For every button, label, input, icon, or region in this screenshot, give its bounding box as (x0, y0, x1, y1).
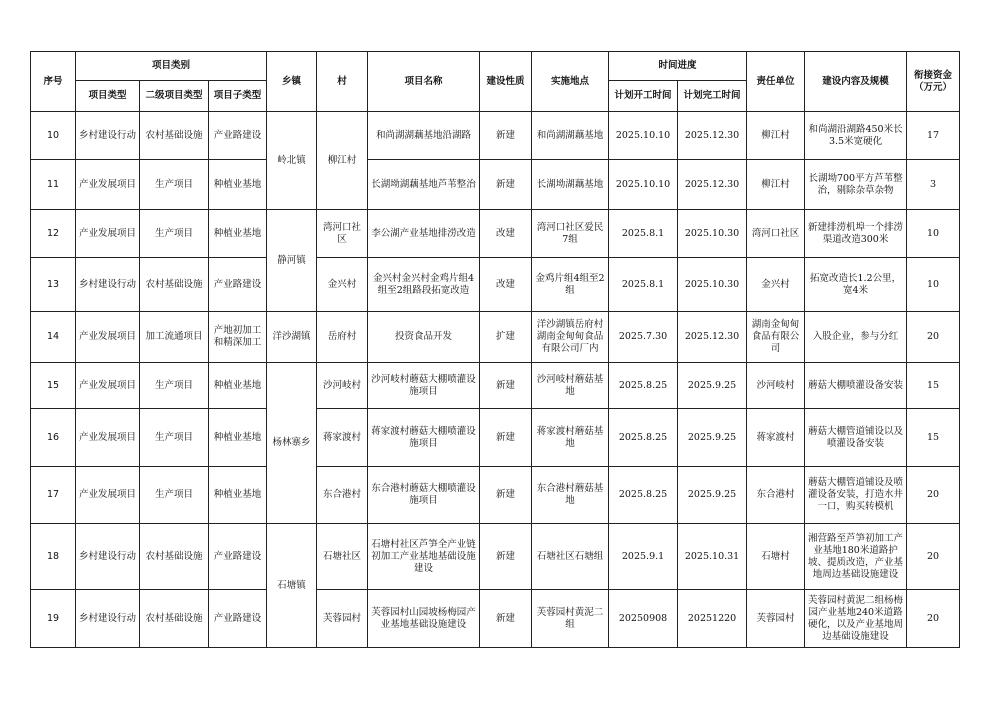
cell-village: 东合港村 (317, 467, 368, 524)
table-row (31, 312, 960, 363)
header-name: 项目名称 (368, 52, 480, 112)
cell-nature: 改建 (480, 210, 532, 258)
table-row (31, 590, 960, 648)
table-row (31, 258, 960, 312)
cell-scope: 蘑菇大棚喷灌设备安装 (805, 363, 907, 409)
cell-level2: 生产项目 (140, 409, 209, 467)
project-table (30, 51, 960, 648)
header-type: 项目类型 (76, 81, 140, 112)
cell-seq: 14 (31, 312, 76, 363)
cell-end: 2025.12.30 (678, 160, 747, 210)
header-schedule: 时间进度 (609, 52, 747, 81)
cell-level2: 生产项目 (140, 160, 209, 210)
cell-end: 2025.9.25 (678, 363, 747, 409)
cell-nature: 新建 (480, 160, 532, 210)
cell-location: 蒋家渡村蘑菇基地 (532, 409, 609, 467)
cell-type: 乡村建设行动 (76, 590, 140, 648)
cell-name: 长湖坳湖藕基地芦苇整治 (368, 160, 480, 210)
cell-level2: 农村基础设施 (140, 112, 209, 160)
cell-scope: 和尚湖沿湖路450米长3.5米宽硬化 (805, 112, 907, 160)
cell-name: 李公湖产业基地排涝改造 (368, 210, 480, 258)
cell-town: 洋沙湖镇 (267, 312, 317, 363)
cell-unit: 柳江村 (747, 112, 805, 160)
cell-start: 2025.8.1 (609, 210, 678, 258)
cell-location: 石塘社区石塘组 (532, 524, 609, 590)
cell-level2: 农村基础设施 (140, 258, 209, 312)
cell-location: 芙蓉园村黄泥二组 (532, 590, 609, 648)
cell-unit: 湖南金甸甸食品有限公司 (747, 312, 805, 363)
cell-village: 柳江村 (317, 112, 368, 210)
cell-end: 20251220 (678, 590, 747, 648)
cell-name: 和尚湖湖藕基地沿湖路 (368, 112, 480, 160)
cell-sub: 种植业基地 (209, 363, 267, 409)
header-village: 村 (317, 52, 368, 112)
cell-type: 乡村建设行动 (76, 524, 140, 590)
table-row (31, 467, 960, 524)
cell-nature: 新建 (480, 112, 532, 160)
cell-name: 东合港村蘑菇大棚喷灌设施项目 (368, 467, 480, 524)
cell-seq: 13 (31, 258, 76, 312)
cell-unit: 石塘村 (747, 524, 805, 590)
cell-unit: 芙蓉园村 (747, 590, 805, 648)
header-nature: 建设性质 (480, 52, 532, 112)
cell-start: 2025.8.25 (609, 363, 678, 409)
cell-location: 长湖坳湖藕基地 (532, 160, 609, 210)
cell-end: 2025.10.30 (678, 210, 747, 258)
table-row (31, 409, 960, 467)
cell-seq: 12 (31, 210, 76, 258)
cell-sub: 种植业基地 (209, 467, 267, 524)
cell-scope: 湘营路至芦笋初加工产业基地180米道路护坡、提质改造，产业基地周边基础设施建设 (805, 524, 907, 590)
cell-type: 产业发展项目 (76, 312, 140, 363)
cell-type: 产业发展项目 (76, 210, 140, 258)
cell-village: 金兴村 (317, 258, 368, 312)
cell-sub: 产业路建设 (209, 258, 267, 312)
cell-sub: 产业路建设 (209, 524, 267, 590)
cell-seq: 15 (31, 363, 76, 409)
header-location: 实施地点 (532, 52, 609, 112)
cell-start: 2025.8.25 (609, 409, 678, 467)
cell-level2: 农村基础设施 (140, 590, 209, 648)
table-row (31, 160, 960, 210)
cell-level2: 加工流通项目 (140, 312, 209, 363)
cell-level2: 农村基础设施 (140, 524, 209, 590)
cell-seq: 11 (31, 160, 76, 210)
cell-village: 湾河口社区 (317, 210, 368, 258)
cell-location: 金鸡片组4组至2组 (532, 258, 609, 312)
cell-unit: 金兴村 (747, 258, 805, 312)
cell-level2: 生产项目 (140, 363, 209, 409)
cell-type: 乡村建设行动 (76, 258, 140, 312)
cell-funds: 20 (907, 590, 960, 648)
cell-type: 乡村建设行动 (76, 112, 140, 160)
cell-start: 2025.8.1 (609, 258, 678, 312)
cell-scope: 蘑菇大棚管道铺设及喷灌设备安装，打造水井一口，购买转模机 (805, 467, 907, 524)
cell-funds: 20 (907, 524, 960, 590)
cell-unit: 东合港村 (747, 467, 805, 524)
table-row (31, 210, 960, 258)
cell-location: 洋沙湖镇岳府村湖南金甸甸食品有限公司厂内 (532, 312, 609, 363)
cell-seq: 18 (31, 524, 76, 590)
cell-sub: 产业路建设 (209, 112, 267, 160)
cell-type: 产业发展项目 (76, 160, 140, 210)
cell-scope: 芙蓉园村黄泥二组杨梅园产业基地240米道路硬化，以及产业基地周边基础设施建设 (805, 590, 907, 648)
header-scope: 建设内容及规模 (805, 52, 907, 112)
header-category: 项目类别 (76, 52, 267, 81)
cell-sub: 产业路建设 (209, 590, 267, 648)
cell-start: 20250908 (609, 590, 678, 648)
cell-funds: 10 (907, 258, 960, 312)
table-row (31, 524, 960, 590)
cell-village: 蒋家渡村 (317, 409, 368, 467)
cell-name: 石塘村社区芦笋全产业链初加工产业基地基础设施建设 (368, 524, 480, 590)
cell-level2: 生产项目 (140, 210, 209, 258)
cell-start: 2025.9.1 (609, 524, 678, 590)
cell-nature: 改建 (480, 258, 532, 312)
cell-location: 沙河岐村蘑菇基地 (532, 363, 609, 409)
cell-end: 2025.12.30 (678, 112, 747, 160)
cell-type: 产业发展项目 (76, 363, 140, 409)
cell-unit: 柳江村 (747, 160, 805, 210)
cell-location: 东合港村蘑菇基地 (532, 467, 609, 524)
header-funds: 衔接资金（万元） (907, 52, 960, 112)
cell-seq: 19 (31, 590, 76, 648)
cell-location: 和尚湖湖藕基地 (532, 112, 609, 160)
header-sub: 项目子类型 (209, 81, 267, 112)
cell-location: 湾河口社区爱民7组 (532, 210, 609, 258)
cell-end: 2025.10.30 (678, 258, 747, 312)
cell-scope: 蘑菇大棚管道铺设以及喷灌设备安装 (805, 409, 907, 467)
header-seq: 序号 (31, 52, 76, 112)
cell-type: 产业发展项目 (76, 467, 140, 524)
cell-end: 2025.12.30 (678, 312, 747, 363)
cell-start: 2025.7.30 (609, 312, 678, 363)
cell-name: 投资食品开发 (368, 312, 480, 363)
cell-town: 岭北镇 (267, 112, 317, 210)
cell-sub: 种植业基地 (209, 210, 267, 258)
cell-name: 金兴村金兴村金鸡片组4组至2组路段拓宽改造 (368, 258, 480, 312)
cell-scope: 入股企业，参与分红 (805, 312, 907, 363)
cell-scope: 拓宽改造长1.2公里，宽4米 (805, 258, 907, 312)
cell-end: 2025.9.25 (678, 467, 747, 524)
cell-scope: 新建排涝机埠一个排涝渠道改造300米 (805, 210, 907, 258)
cell-type: 产业发展项目 (76, 409, 140, 467)
cell-name: 蒋家渡村蘑菇大棚喷灌设施项目 (368, 409, 480, 467)
cell-nature: 新建 (480, 409, 532, 467)
cell-end: 2025.9.25 (678, 409, 747, 467)
table-row (31, 112, 960, 160)
header-start: 计划开工时间 (609, 81, 678, 112)
cell-town: 静河镇 (267, 210, 317, 312)
cell-sub: 种植业基地 (209, 160, 267, 210)
cell-sub: 产地初加工和精深加工 (209, 312, 267, 363)
cell-seq: 16 (31, 409, 76, 467)
cell-funds: 10 (907, 210, 960, 258)
cell-nature: 新建 (480, 590, 532, 648)
cell-seq: 10 (31, 112, 76, 160)
cell-unit: 湾河口社区 (747, 210, 805, 258)
cell-name: 沙河岐村蘑菇大棚喷灌设施项目 (368, 363, 480, 409)
cell-funds: 17 (907, 112, 960, 160)
cell-village: 岳府村 (317, 312, 368, 363)
cell-funds: 3 (907, 160, 960, 210)
header-town: 乡镇 (267, 52, 317, 112)
cell-village: 石塘社区 (317, 524, 368, 590)
cell-end: 2025.10.31 (678, 524, 747, 590)
cell-nature: 新建 (480, 363, 532, 409)
cell-start: 2025.10.10 (609, 112, 678, 160)
cell-town: 杨林寨乡 (267, 363, 317, 524)
cell-funds: 20 (907, 312, 960, 363)
cell-village: 芙蓉园村 (317, 590, 368, 648)
table-row (31, 363, 960, 409)
header-level2: 二级项目类型 (140, 81, 209, 112)
cell-unit: 沙河岐村 (747, 363, 805, 409)
cell-nature: 扩建 (480, 312, 532, 363)
cell-village: 沙河岐村 (317, 363, 368, 409)
cell-scope: 长湖坳700平方芦苇整治，剔除杂草杂物 (805, 160, 907, 210)
header-end: 计划完工时间 (678, 81, 747, 112)
cell-town: 石塘镇 (267, 524, 317, 648)
cell-funds: 15 (907, 363, 960, 409)
cell-seq: 17 (31, 467, 76, 524)
cell-name: 芙蓉园村山园坡杨梅园产业基地基础设施建设 (368, 590, 480, 648)
cell-funds: 20 (907, 467, 960, 524)
cell-funds: 15 (907, 409, 960, 467)
header-unit: 责任单位 (747, 52, 805, 112)
cell-unit: 蒋家渡村 (747, 409, 805, 467)
cell-start: 2025.10.10 (609, 160, 678, 210)
cell-start: 2025.8.25 (609, 467, 678, 524)
cell-nature: 新建 (480, 467, 532, 524)
cell-sub: 种植业基地 (209, 409, 267, 467)
cell-nature: 新建 (480, 524, 532, 590)
cell-level2: 生产项目 (140, 467, 209, 524)
